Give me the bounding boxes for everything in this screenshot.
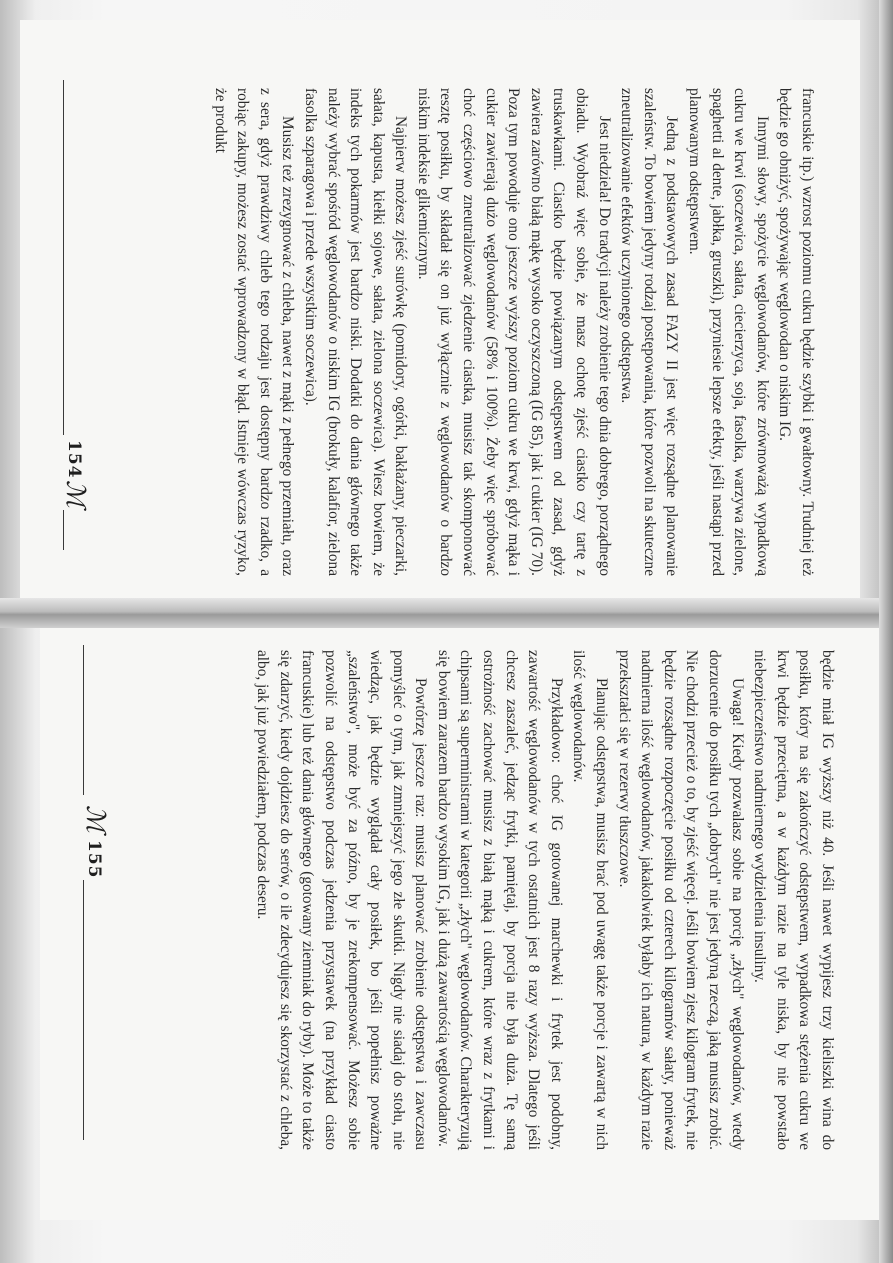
paragraph: Jest niedziela! Do tradycji należy zrobienie tego dnia dobrego, porządnego obiadu. Wyobraź więc sobie, że masz ochotę zjeść ciastko czy tartę z truskawkami. Ciastko będzie powiązanym odstępstwem od zasad, gdyż zawiera zarówno białą mąkę wysoko oczyszczoną (IG 85), jak i cukier (IG 70). Poza tym powoduje ono jeszcze wyższy poziom cukru we krwi, gdyż mąka i cukier zawierają dużo węglowodanów (58% i 100%). Żeby więc spróbować choć częściowo zneutralizować zjedzenie ciastka, musisz tak skomponować resztę posiłku, by składał się on już wyłącznie z węglowodanów o bardzo niskim indeksie glikemicznym. (414, 88, 613, 576)
footer-rule (83, 645, 84, 795)
book-gutter (0, 598, 893, 628)
footer-rule (63, 80, 64, 435)
paragraph: Powtórzę jeszcze raz: musisz planować zrobienie odstępstwa i zawczasu pomyśleć o tym, jak zmniejszyć jego złe skutki. Nigdy nie siadaj do stołu, nie wiedząc, jak będzie wyglądał cały posiłek, bo jeśli popełnisz poważne „szaleństwo", może być za późno, by je zrekompensować. Możesz sobie pozwolić na odstępstwo podczas jedzenia przystawek (na przykład ciasto francuskie) lub też dania głównego (gotowany ziemniak do ryby). Może to także się zdarzyć, kiedy dojdziesz do serów, o ile zdecydujesz się skorzystać z chleba, albo, jak już powiedziałem, podczas deseru. (254, 650, 430, 1150)
footer-rule (83, 880, 84, 1140)
publisher-logo-icon: ℳ (60, 480, 90, 508)
publisher-logo-icon: ℳ (80, 805, 110, 833)
paragraph: Jedną z podstawowych zasad FAZY II jest więc rozsądne planowanie szaleństw. To bowiem jedyny rodzaj postępowania, które pozwoli na skuteczne zneutralizowanie efektów uczynionego odstępstwa. (618, 88, 681, 576)
right-page-text (251, 650, 838, 1150)
page-edge (879, 0, 893, 1263)
paragraph: Planując odstępstwa, musisz brać pod uwagę także porcje i zawartą w nich ilość węglowodanów. (570, 650, 611, 1150)
paragraph: Musisz też zrezygnować z chleba, nawet z mąki z pełnego przemiału, oraz z sera, gdyż prawdziwy chleb tego rodzaju jest dostępny bardzo rzadko, a robiąc zakupy, możesz zostać wprowadzony w błąd. Istnieje wówczas ryzyko, że produkt (211, 88, 297, 576)
footer-rule (63, 510, 64, 550)
page-number: 155 (84, 840, 104, 879)
paragraph: Przykładowo: choć IG gotowanej marchewki i frytek jest podobny, zawartość węglowodanów w tych ostatnich jest 8 razy wyższa. Dlatego jeśli chcesz zaszaleć, jedząc frytki, pamiętaj, by porcja nie była duża. Tę samą ostrożność zachować musisz z białą mąką i cukrem, które wraz z frytkami i chipsami są superministrami w kategorii „złych" węglowodanów. Charakteryzują się bowiem zarazem bardzo wysokim IG, jak i dużą zawartością węglowodanów. (434, 650, 565, 1150)
right-page-footer (72, 645, 112, 1145)
paragraph: Innymi słowy, spożycie węglowodanów, które zrównoważą wypadkową cukru we krwi (soczewica, sałata, ciecierzyca, soja, fasolka, warzywa zielone, spaghetti al dente, jabłka, gruszki), przyniesie lepsze efekty, jeśli nastąpi przed planowanym odstępstwem. (686, 88, 771, 576)
paragraph: będzie miał IG wyższy niż 40. Jeśli nawet wypijesz trzy kieliszki wina do posiłku, który na się zakończyć odstępstwem, wypadkowa stężenia cukru we krwi będzie przeciętna, a w każdym razie na tyle niska, by nie powstało niebezpieczeństwo nadmiernego wydzielenia insuliny. (751, 650, 836, 1150)
paragraph: francuskie itp.) wzrost poziomu cukru będzie szybki i gwałtowny. Trudniej też będzie go obniżyć, spożywając węglowodan o niskim IG. (776, 88, 816, 576)
paragraph: Najpierw możesz zjeść surówkę (pomidory, ogórki, bakłażany, pieczarki, sałata, kapusta, kiełki sojowe, sałata, zielona soczewica). Wiesz bowiem, że indeks tych pokarmów jest bardzo niski. Dodatki do dania głównego także należy wybrać spośród węglowodanów o niskim IG (brokuły, kalafior, zielona fasolka szparagowa i przede wszystkim soczewica). (301, 88, 410, 576)
paragraph: Uwaga! Kiedy pozwalasz sobie na porcję „złych" węglowodanów, wtedy dorzucenie do posiłku tych „dobrych" nie jest jedyną rzeczą, jaką musisz zrobić. Nie chodzi przecież o to, by zjeść więcej. Jeśli bowiem zjesz kilogram frytek, nie będzie rozsądne rozpoczęcie posiłku od czterech kilogramów sałaty, ponieważ nadmierna ilość węglowodanów, jakakolwiek byłaby ich natura, w każdym razie przekształci się w rezerwy tłuszczowe. (615, 650, 746, 1150)
left-page-text (208, 88, 818, 576)
page-number: 154 (64, 440, 84, 479)
left-page-footer (52, 80, 92, 580)
